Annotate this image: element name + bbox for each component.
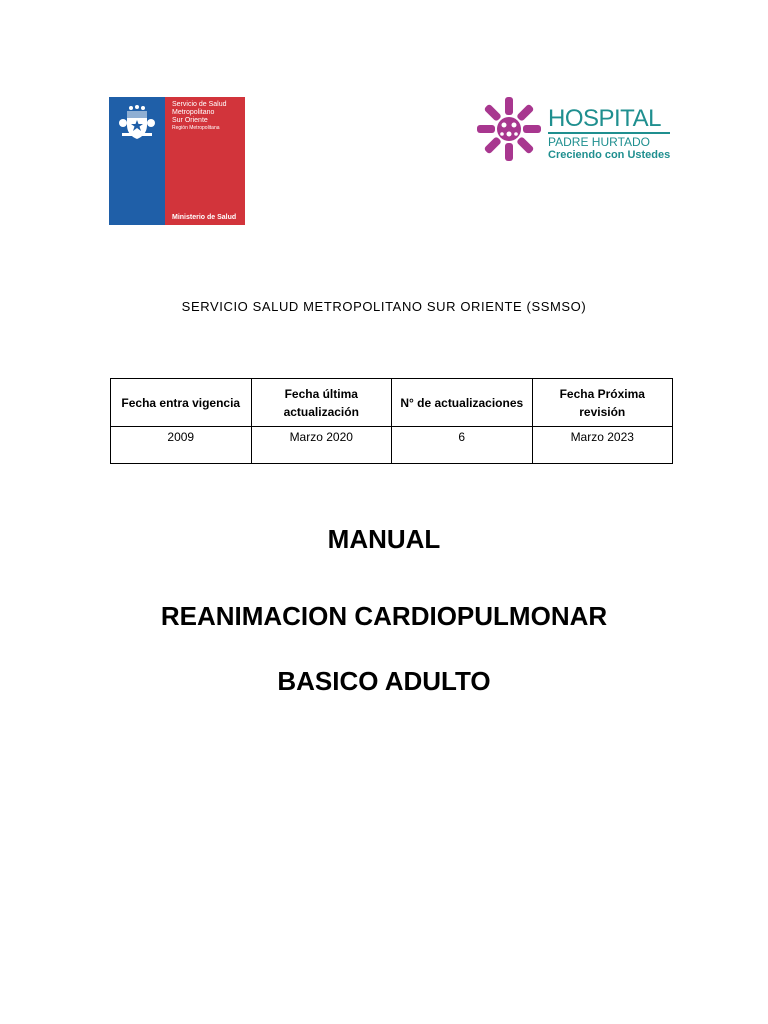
hospital-name: HOSPITAL: [548, 107, 670, 134]
header-cell: Fecha entra vigencia: [111, 379, 252, 427]
logo-service-text: [172, 101, 226, 132]
table-row: [111, 427, 673, 464]
coat-of-arms-icon: [117, 103, 157, 143]
table-cell: Marzo 2023: [532, 427, 673, 464]
document-title-manual: MANUAL: [327, 524, 441, 554]
table-cell: 2009: [111, 427, 252, 464]
government-logo: [109, 97, 245, 225]
header-cell: Fecha Próxima revisión: [532, 379, 673, 427]
logo-line: Región Metropolitana: [172, 125, 220, 131]
hospital-subname: PADRE HURTADO: [548, 135, 651, 149]
logo-ministry-text: Ministerio de Salud: [172, 214, 237, 221]
table-cell: Marzo 2020: [251, 427, 392, 464]
hospital-tagline: Creciendo con Ustedes: [548, 149, 671, 161]
logo-red-panel: [165, 97, 245, 225]
table-header-row: [111, 379, 673, 427]
service-name: SERVICIO SALUD METROPOLITANO SUR ORIENTE (SSMSO): [181, 299, 587, 314]
logo-line: Sur Oriente: [172, 117, 208, 124]
logo-blue-panel: [109, 97, 165, 225]
hospital-logo-text: [548, 107, 670, 161]
table-cell: 6: [392, 427, 533, 464]
document-info-table: [110, 378, 673, 464]
logo-line: Servicio de Salud: [172, 101, 227, 108]
header-cell: N° de actualizaciones: [392, 379, 533, 427]
document-title-scope: BASICO ADULTO: [277, 666, 491, 696]
hospital-emblem-icon: [474, 95, 544, 163]
logo-line: Metropolitano: [172, 109, 215, 116]
hospital-logo: [474, 95, 674, 165]
header-cell: Fecha última actualización: [251, 379, 392, 427]
document-title-subject: REANIMACION CARDIOPULMONAR: [160, 601, 608, 631]
